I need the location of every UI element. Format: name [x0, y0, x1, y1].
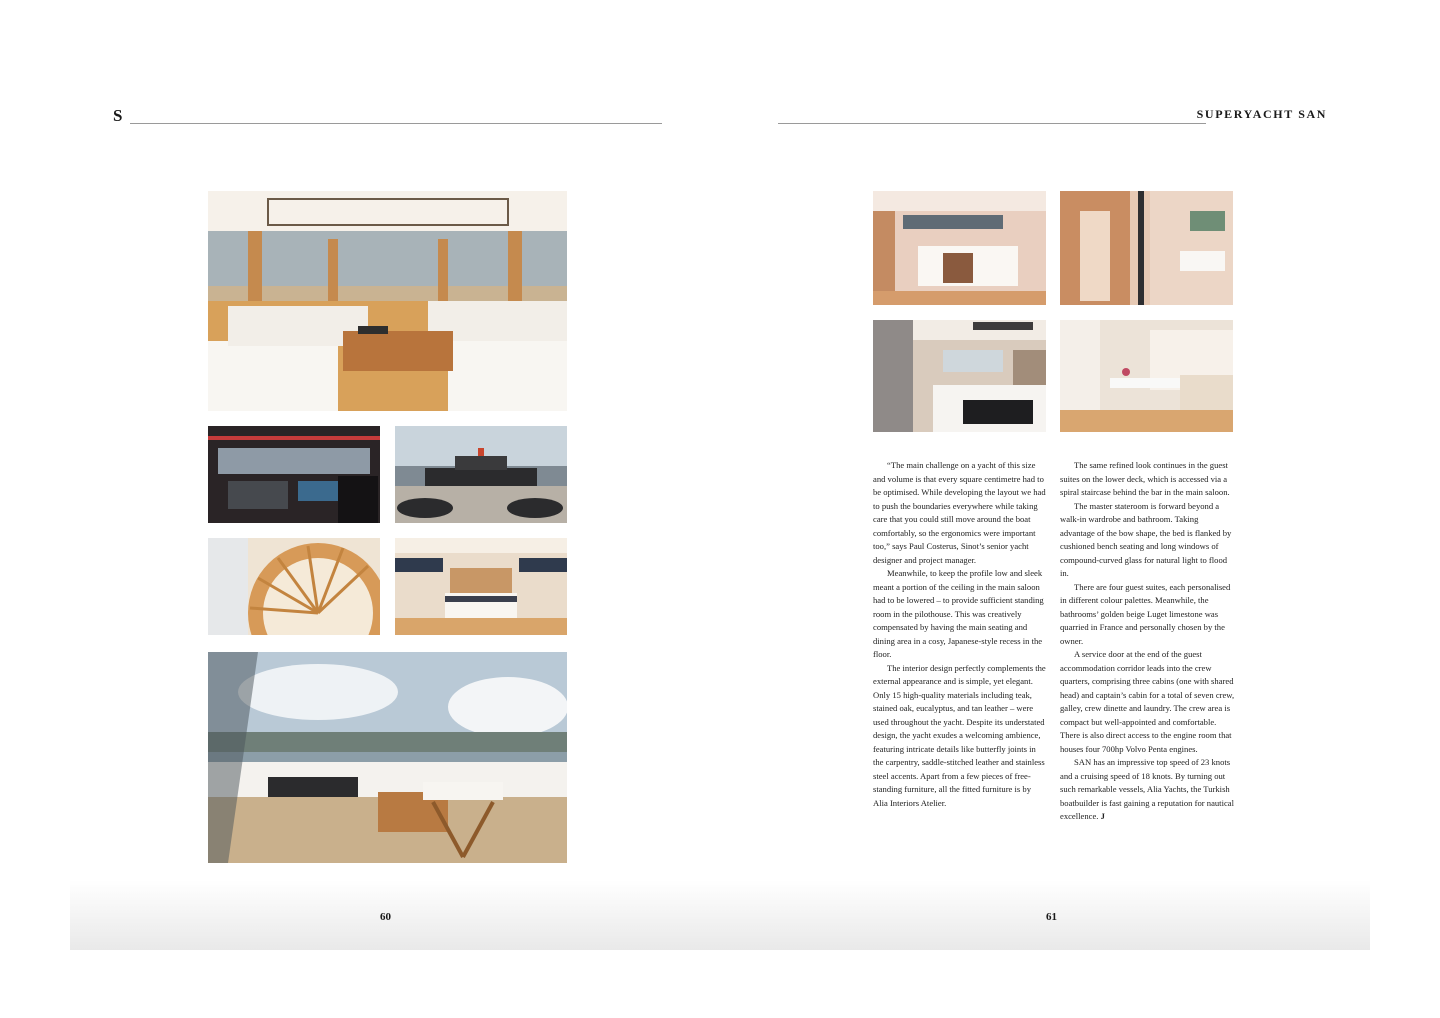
article-column-2: [1060, 459, 1235, 824]
galley-photo: [873, 320, 1046, 432]
page-bottom-shadow: [70, 880, 1370, 950]
paragraph: The master stateroom is forward beyond a walk-in wardrobe and bathroom. Taking advantage of the bow shape, the bed is flanked by cushioned bench seating and long windows of compound-curved glass for natural light to flood in.: [1060, 500, 1232, 578]
paragraph-text: SAN has an impressive top speed of 23 knots and a cruising speed of 18 knots. By turning out such remarkable vessels, Alia Yachts, the Turkish boatbuilder is fast gaining a reputation for nautical excellence.: [1060, 757, 1234, 821]
guest-cabin-photo: [873, 191, 1046, 305]
page-number-right: 61: [1046, 911, 1057, 923]
end-mark: J: [1100, 811, 1105, 821]
spiral-staircase-photo: [208, 538, 380, 635]
paragraph: [1060, 756, 1235, 824]
paragraph: “The main challenge on a yacht of this size and volume is that every square centimetre had to be optimised. While developing the layout we had to push the boundaries everywhere while taking care that you could still move around the boat comfortably, so the ergonomics were important too,” says Paul Costerus, Sinot’s senior yacht designer and project manager.: [873, 460, 1046, 565]
paragraph: The same refined look continues in the guest suites on the lower deck, which is accessed via a spiral staircase behind the bar in the main saloon.: [1060, 460, 1230, 497]
saloon-photo: [208, 191, 567, 411]
wheelhouse-photo: [208, 426, 380, 523]
paragraph: There are four guest suites, each personalised in different colour palettes. Meanwhile, the bathrooms’ golden beige Luget limestone was quarried in France and personally chosen by the owner.: [1060, 581, 1231, 646]
page-number-left: 60: [380, 911, 391, 923]
master-stateroom-photo: [395, 538, 567, 635]
header-rule-right: [778, 123, 1206, 124]
corridor-bathroom-photo: [1060, 191, 1233, 305]
paragraph: A service door at the end of the guest accommodation corridor leads into the crew quarters, comprising three cabins (one with shared head) and captain’s cabin for a total of seven crew, galley, crew dinette and laundry. The crew area is compact but well-appointed and comfortable. There is also direct access to the engine room that houses four 700hp Volvo Penta engines.: [1060, 649, 1235, 754]
header-rule-left: [130, 123, 662, 124]
exterior-deck-photo: [395, 426, 567, 523]
crew-dinette-photo: [1060, 320, 1233, 432]
running-title: SUPERYACHT SAN: [1196, 107, 1327, 121]
article-column-1: [873, 459, 1046, 810]
paragraph: The interior design perfectly complements the external appearance and is simple, yet elegant. Only 15 high-quality materials including teak, stained oak, eucalyptus, and tan leather – were used throughout the yacht. Despite its understated design, the yacht exudes a welcoming ambience, featuring intricate details like butterfly joints in the carpentry, saddle-stitched leather and stainless steel accents. Apart from a few pieces of free-standing furniture, all the fitted furniture is by Alia Interiors Atelier.: [873, 662, 1046, 808]
aft-deck-photo: [208, 652, 567, 863]
paragraph: Meanwhile, to keep the profile low and sleek meant a portion of the ceiling in the main saloon had to be lowered – to provide sufficient standing room in the pilothouse. This was creatively compensated by having the main seating and dining area in a cosy, Japanese-style recess in the floor.: [873, 568, 1044, 659]
section-letter: S: [113, 106, 124, 125]
